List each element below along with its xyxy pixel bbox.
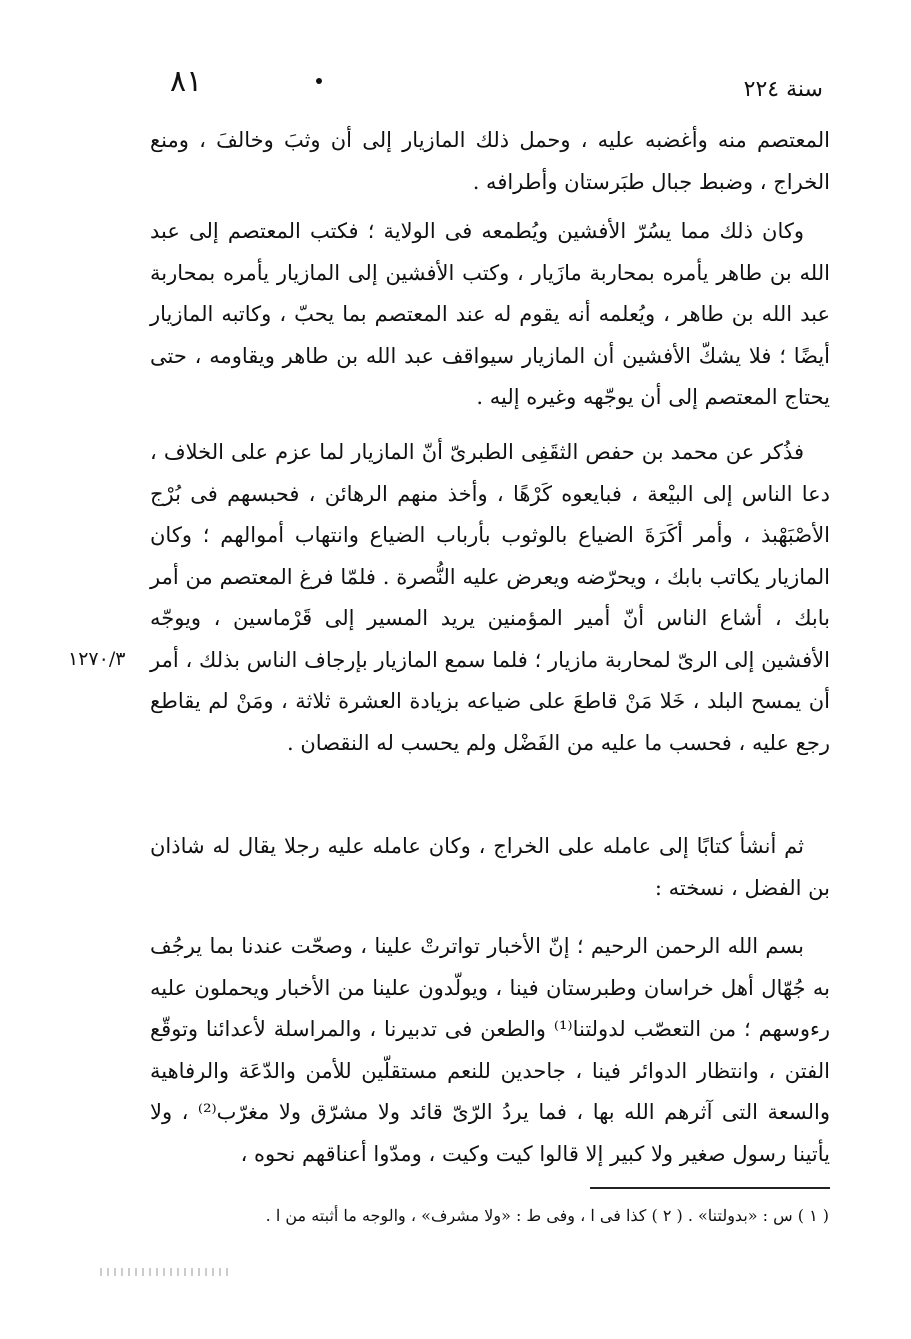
paragraph-3 — [150, 432, 830, 764]
paragraph-text: فذُكر عن محمد بن حفص الثقَفِى الطبرىّ أنّ المازيار لما عزم على الخلاف ، دعا الناس إلى البيْعة ، فبايعوه كَرْهًا ، وأخذ منهم الرهائن ، فحبسهم فى بُرْج الأصْبَهْبذ ، وأمر أكَرَةَ الضياع بالوثوب بأرباب الضياع وانتهاب أموالهم ؛ وكان المازيار يكاتب بابك ، ويحرّضه ويعرض عليه النُّصرة . فلمّا فرغ المعتصم من أمر بابك ، أشاع الناس أنّ أمير المؤمنين يريد المسير إلى قَرْماسين ، ويوجّه الأفشين إلى الرىّ لمحاربة مازيار ؛ فلما سمع المازيار بإرجاف الناس بذلك ، أمر أن يمسح البلد ، خَلا مَنْ قاطعَ على ضياعه بزيادة العشرة ثلاثة ، ومَنْ لم يقاطع رجع عليه ، فحسب ما عليه من الفَضْل ولم يحسب له النقصان . — [150, 440, 830, 755]
scan-specks — [100, 1268, 230, 1276]
paragraph-4 — [150, 826, 830, 909]
header-ornament-dot — [316, 78, 322, 84]
paragraph-1 — [150, 120, 830, 203]
footnotes: ( ١ ) س : «بدولتنا» . ( ٢ ) كذا فى ا ، وفى ط : «ولا مشرف» ، والوجه ما أثبته من ا . — [265, 1206, 829, 1225]
paragraph-text: وكان ذلك مما يسُرّ الأفشين ويُطمعه فى الولاية ؛ فكتب المعتصم إلى عبد الله بن طاهر يأمره بمحاربة مازَيار ، وكتب الأفشين إلى المازيار يأمره بمحاربة عبد الله بن طاهر ، ويُعلمه أنه يقوم له عند المعتصم بما يحبّ ، وكاتبه المازيار أيضًا ؛ فلا يشكّ الأفشين أن المازيار سيواقف عبد الله بن طاهر ويقاومه ، حتى يحتاج المعتصم إلى أن يوجّهه وغيره إليه . — [150, 219, 830, 409]
footnote-separator — [590, 1187, 830, 1189]
paragraph-2 — [150, 211, 830, 419]
paragraph-text: ثم أنشأ كتابًا إلى عامله على الخراج ، وكان عامله عليه رجلا يقال له شاذان بن الفضل ، نسخته : — [150, 834, 830, 900]
paragraph-text: بسم الله الرحمن الرحيم ؛ إنّ الأخبار تواترتْ علينا ، وصحّت عندنا بما يرجُف به جُهّال أهل خراسان وطبرستان فينا ، ويولّدون علينا من الأخبار ويحملون عليه رءوسهم ؛ من التعصّب لدولتنا⁽¹⁾ والطعن فى تدبيرنا ، والمراسلة لأعدائنا وتوقّع الفتن ، وانتظار الدوائر فينا ، جاحدين للنعم مستقلّين للأمن والدّعَة والرفاهية والسعة التى آثرهم الله بها ، فما يردُ الرّىّ قائد ولا مشرّق ولا مغرّب⁽²⁾ ، ولا يأتينا رسول صغير ولا كبير إلا قالوا كيت وكيت ، ومدّوا أعناقهم نحوه ، — [150, 934, 830, 1166]
paragraph-5-letter — [150, 926, 830, 1175]
running-head-year: سنة ٢٢٤ — [743, 77, 823, 102]
page-number: ٨١ — [170, 64, 203, 99]
margin-page-reference: ١٢٧٠/٣ — [68, 648, 126, 670]
paragraph-text: المعتصم منه وأغضبه عليه ، وحمل ذلك المازيار إلى أن وثبَ وخالفَ ، ومنع الخراج ، وضبط جبال طبَرستان وأطرافه . — [150, 128, 830, 194]
